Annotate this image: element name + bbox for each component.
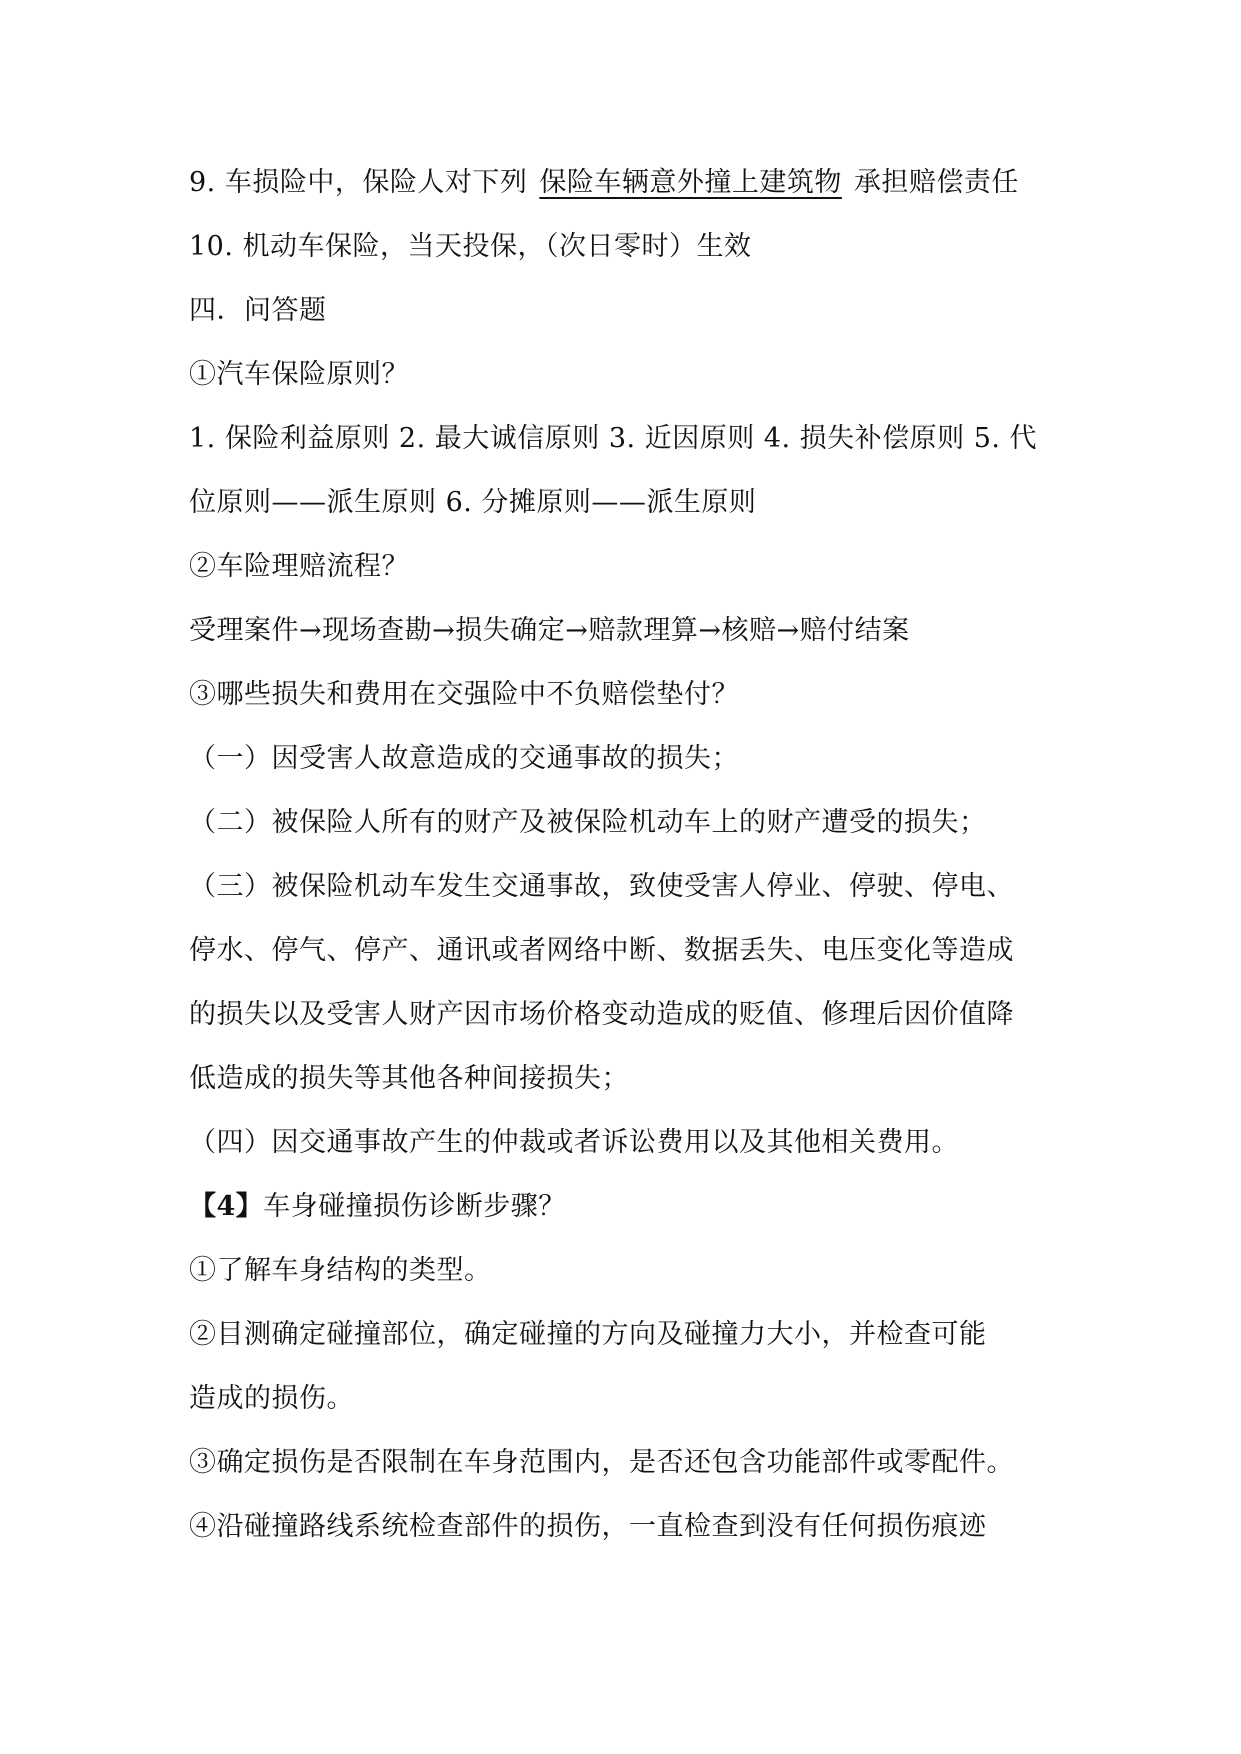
section-heading-qa: 四．问答题 [189, 295, 327, 326]
question-9-prefix: 9. 车损险中，保险人对下列 [189, 167, 528, 198]
answer-3-item-3-line-4: 低造成的损失等其他各种间接损失； [189, 1063, 629, 1094]
answer-1-line-1: 1. 保险利益原则 2. 最大诚信原则 3. 近因原则 4. 损失补偿原则 5. 代 [189, 423, 1038, 454]
answer-4-step-1: ①了解车身结构的类型。 [189, 1255, 492, 1286]
answer-3-item-1: （一）因受害人故意造成的交通事故的损失； [189, 743, 739, 774]
answer-3-item-3-line-1: （三）被保险机动车发生交通事故，致使受害人停业、停驶、停电、 [189, 871, 1014, 902]
question-10-line: 10. 机动车保险，当天投保，（次日零时）生效 [189, 231, 752, 262]
question-3-heading: ③哪些损失和费用在交强险中不负赔偿垫付？ [189, 679, 739, 710]
question-9-suffix: 承担赔偿责任 [853, 167, 1019, 198]
answer-2-line: 受理案件→现场查勘→损失确定→赔款理算→核赔→赔付结案 [189, 615, 910, 646]
question-9-line [189, 163, 1089, 203]
question-4-text: 车身碰撞损伤诊断步骤？ [263, 1191, 566, 1222]
answer-3-item-3-line-3: 的损失以及受害人财产因市场价格变动造成的贬值、修理后因价值降 [189, 999, 1014, 1030]
answer-4-step-3: ③确定损伤是否限制在车身范围内，是否还包含功能部件或零配件。 [189, 1447, 1014, 1478]
answer-4-step-2-line-2: 造成的损伤。 [189, 1383, 354, 1414]
answer-3-item-2: （二）被保险人所有的财产及被保险机动车上的财产遭受的损失； [189, 807, 987, 838]
question-1-heading: ①汽车保险原则？ [189, 359, 409, 390]
question-2-heading: ②车险理赔流程？ [189, 551, 409, 582]
answer-4-step-2-line-1: ②目测确定碰撞部位，确定碰撞的方向及碰撞力大小，并检查可能 [189, 1319, 987, 1350]
answer-3-item-4: （四）因交通事故产生的仲裁或者诉讼费用以及其他相关费用。 [189, 1127, 959, 1158]
answer-3-item-3-line-2: 停水、停气、停产、通讯或者网络中断、数据丢失、电压变化等造成 [189, 935, 1014, 966]
question-9-answer-underlined: 保险车辆意外撞上建筑物 [539, 167, 842, 198]
question-4-number: 【4】 [189, 1191, 264, 1222]
answer-4-step-4: ④沿碰撞路线系统检查部件的损伤，一直检查到没有任何损伤痕迹 [189, 1511, 987, 1542]
question-4-heading [189, 1187, 1089, 1227]
answer-1-line-2: 位原则——派生原则 6. 分摊原则——派生原则 [189, 487, 757, 518]
